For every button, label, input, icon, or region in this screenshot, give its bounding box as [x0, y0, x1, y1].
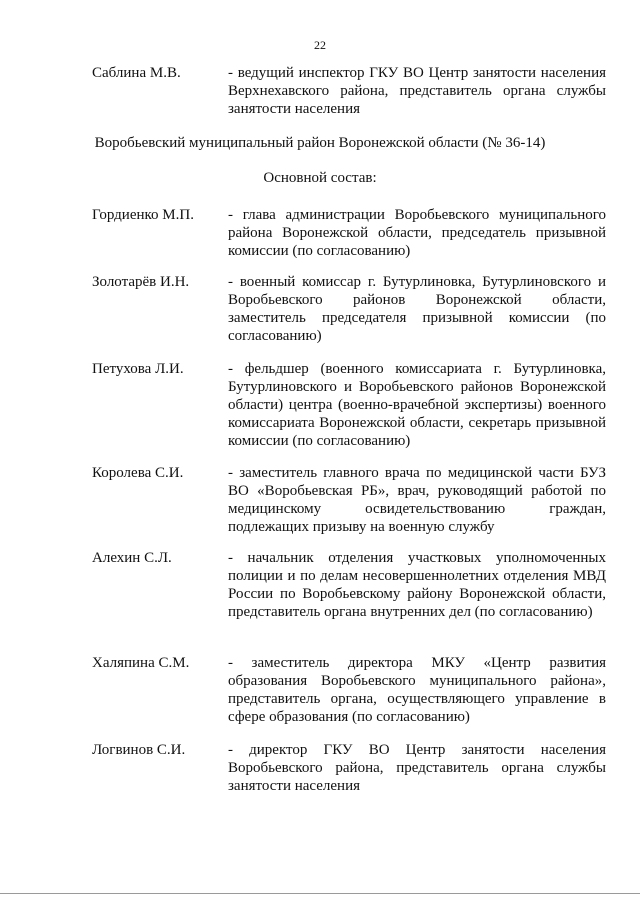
member-name: Гордиенко М.П. — [92, 207, 194, 223]
page-number: 22 — [314, 38, 326, 52]
member-role: - начальник отделения участковых уполномоченных полиции и по делам несовершеннолетних отделения МВД России по Воробьевскому району Воронежской области, представитель органа внутренних дел (по согласованию) — [228, 550, 606, 620]
member-role: - глава администрации Воробьевского муниципального района Воронежской области, председатель призывной комиссии (по согласованию) — [228, 207, 606, 259]
member-name: Золотарёв И.Н. — [92, 274, 190, 290]
member-name: Саблина М.В. — [92, 65, 181, 81]
section-title: Основной состав: — [263, 170, 377, 186]
member-role: - директор ГКУ ВО Центр занятости населения Воробьевского района, представитель органа службы занятости населения — [228, 742, 606, 794]
member-name: Логвинов С.И. — [92, 742, 186, 758]
member-role: - заместитель главного врача по медицинской части БУЗ ВО «Воробьевская РБ», врач, руководящий работой по медицинскому освидетельствованию граждан, подлежащих призыву на военную службу — [228, 465, 606, 535]
member-name: Алехин С.Л. — [92, 550, 172, 566]
member-role: - заместитель директора МКУ «Центр развития образования Воробьевского муниципального района», представитель органа, осуществляющего управление в сфере образования (по согласованию) — [228, 655, 606, 725]
member-role: - ведущий инспектор ГКУ ВО Центр занятости населения Верхнехавского района, представитель органа службы занятости населения — [228, 65, 606, 117]
page-bottom-divider — [0, 893, 640, 894]
member-name: Королева С.И. — [92, 465, 184, 481]
member-role: - фельдшер (военного комиссариата г. Бутурлиновка, Бутурлиновского и Воробьевского районов Воронежской области) центра (военно-врачебной экспертизы) военного комиссариата Воронежской области, секретарь призывной комиссии (по согласованию) — [228, 361, 606, 449]
member-role: - военный комиссар г. Бутурлиновка, Бутурлиновского и Воробьевского районов Воронежской области, заместитель председателя призывной комиссии (по согласованию) — [228, 274, 606, 344]
member-name: Петухова Л.И. — [92, 361, 184, 377]
district-title: Воробьевский муниципальный район Воронежской области (№ 36-14) — [94, 135, 546, 151]
member-name: Халяпина С.М. — [92, 655, 190, 671]
